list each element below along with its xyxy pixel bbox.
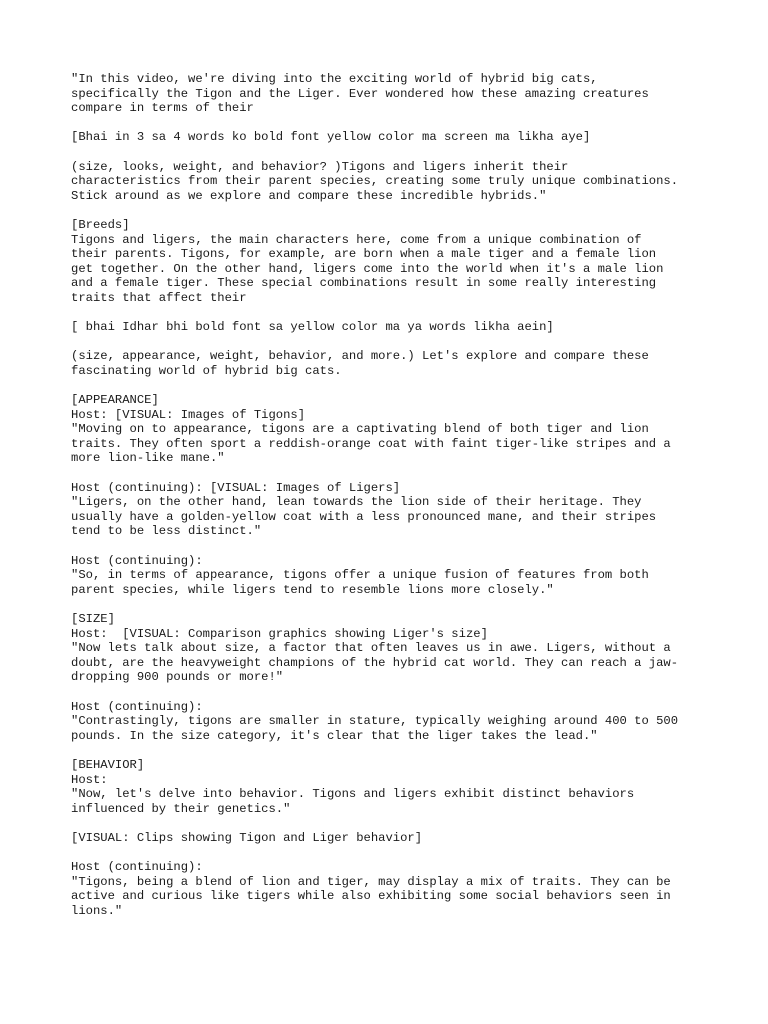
text-line: their parents. Tigons, for example, are born when a male tiger and a female lion	[71, 247, 657, 262]
text-line: more lion-like mane."	[71, 451, 225, 466]
document-paragraph	[71, 349, 711, 378]
text-line: characteristics from their parent species, creating some truly unique combinations.	[71, 174, 679, 189]
document-paragraph	[71, 320, 711, 335]
text-line: influenced by their genetics."	[71, 801, 291, 816]
text-line: usually have a golden-yellow coat with a less pronounced mane, and their stripes	[71, 509, 657, 524]
text-line: (size, appearance, weight, behavior, and more.) Let's explore and compare these	[71, 349, 649, 364]
text-line: [SIZE]	[71, 611, 115, 626]
text-line: parent species, while ligers tend to resemble lions more closely."	[71, 582, 554, 597]
text-line: tend to be less distinct."	[71, 524, 262, 539]
text-line: dropping 900 pounds or more!"	[71, 670, 284, 685]
text-line: (size, looks, weight, and behavior? )Tigons and ligers inherit their	[71, 159, 569, 174]
document-paragraph	[71, 130, 711, 145]
document-paragraph	[71, 758, 711, 816]
text-line: active and curious like tigers while also exhibiting some social behaviors seen in	[71, 889, 671, 904]
text-line: Host (continuing):	[71, 553, 203, 568]
text-line: [VISUAL: Clips showing Tigon and Liger behavior]	[71, 830, 423, 845]
text-line: Host:	[71, 772, 108, 787]
document-paragraph	[71, 554, 711, 598]
text-line: [ bhai Idhar bhi bold font sa yellow color ma ya words likha aein]	[71, 320, 554, 335]
text-line: [Bhai in 3 sa 4 words ko bold font yellow color ma screen ma likha aye]	[71, 130, 591, 145]
document-paragraph	[71, 831, 711, 846]
text-line: Host (continuing):	[71, 699, 203, 714]
document-paragraph	[71, 612, 711, 685]
text-line: and a female tiger. These special combinations result in some really interesting	[71, 276, 657, 291]
text-line: "Contrastingly, tigons are smaller in stature, typically weighing around 400 to 500	[71, 714, 679, 729]
text-line: traits. They often sport a reddish-orange coat with faint tiger-like stripes and a	[71, 436, 671, 451]
text-line: fascinating world of hybrid big cats.	[71, 363, 342, 378]
text-line: specifically the Tigon and the Liger. Ever wondered how these amazing creatures	[71, 86, 649, 101]
text-line: Host (continuing): [VISUAL: Images of Ligers]	[71, 480, 401, 495]
text-line: [APPEARANCE]	[71, 393, 159, 408]
text-line: [Breeds]	[71, 217, 130, 232]
text-line: pounds. In the size category, it's clear that the liger takes the lead."	[71, 728, 598, 743]
text-line: "Now, let's delve into behavior. Tigons and ligers exhibit distinct behaviors	[71, 787, 635, 802]
text-line: "Now lets talk about size, a factor that often leaves us in awe. Ligers, without a	[71, 641, 671, 656]
document-page	[71, 72, 711, 933]
text-line: Host: [VISUAL: Comparison graphics showing Liger's size]	[71, 626, 488, 641]
text-line: Stick around as we explore and compare these incredible hybrids."	[71, 188, 547, 203]
document-paragraph	[71, 700, 711, 744]
text-line: lions."	[71, 903, 123, 918]
text-line: [BEHAVIOR]	[71, 757, 145, 772]
text-line: "Ligers, on the other hand, lean towards the lion side of their heritage. They	[71, 495, 642, 510]
text-line: Tigons and ligers, the main characters here, come from a unique combination of	[71, 232, 642, 247]
document-paragraph	[71, 160, 711, 204]
text-line: doubt, are the heavyweight champions of the hybrid cat world. They can reach a jaw-	[71, 655, 679, 670]
text-line: traits that affect their	[71, 290, 247, 305]
document-paragraph	[71, 860, 711, 918]
document-paragraph	[71, 393, 711, 466]
text-line: "In this video, we're diving into the exciting world of hybrid big cats,	[71, 72, 598, 86]
text-line: Host (continuing):	[71, 860, 203, 875]
text-line: "Moving on to appearance, tigons are a captivating blend of both tiger and lion	[71, 422, 649, 437]
text-line: get together. On the other hand, ligers come into the world when it's a male lion	[71, 261, 664, 276]
text-line: compare in terms of their	[71, 101, 254, 116]
document-paragraph	[71, 72, 711, 116]
text-line: "So, in terms of appearance, tigons offer a unique fusion of features from both	[71, 568, 649, 583]
text-line: Host: [VISUAL: Images of Tigons]	[71, 407, 306, 422]
text-line: "Tigons, being a blend of lion and tiger, may display a mix of traits. They can be	[71, 874, 671, 889]
document-paragraph	[71, 218, 711, 306]
document-paragraph	[71, 481, 711, 539]
